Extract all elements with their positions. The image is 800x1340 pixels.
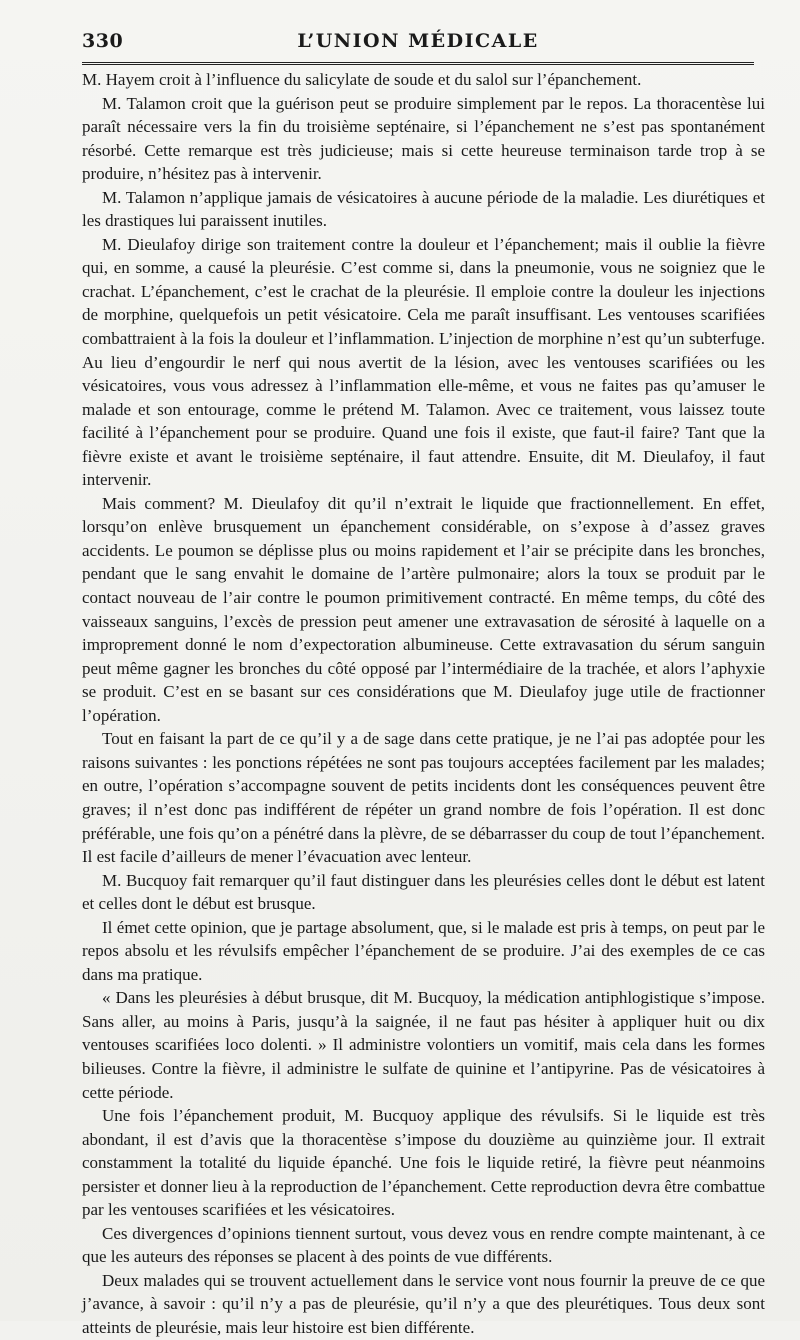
paragraph-talamon-1: M. Talamon croit que la guérison peut se produire simplement par le repos. La thoracentèse lui paraît nécessaire vers la fin du troisième septénaire, si l’épanchement ne s’est pas spontanément résorbé. Cette remarque est très judicieuse; mais si cette heureuse terminaison tarde trop à se produire, n’hésitez pas à intervenir. [82, 93, 765, 184]
page-number: 330 [82, 30, 124, 52]
paragraph-divergences: Ces divergences d’opinions tiennent surtout, vous devez vous en rendre compte maintenant, à ce que les auteurs des réponses se placent à des points de vue différents. [82, 1223, 765, 1267]
running-title: L’UNION MÉDICALE [297, 30, 539, 52]
header-rule [82, 62, 754, 65]
paragraph-epanchement-produit: Une fois l’épanchement produit, M. Bucquoy applique des révulsifs. Si le liquide est très abondant, il est d’avis que la thoracentèse s’impose du douzième au quinzième jour. Il extrait constamment la totalité du liquide épanché. Une fois le liquide retiré, la fièvre peut néanmoins persister et donner lieu à la reproduction de l’épanchement. Cette reproduction devra être combattue par les ventouses scarifiées et les vésicatoires. [82, 1106, 765, 1220]
paragraph-tout-en-faisant: Tout en faisant la part de ce qu’il y a de sage dans cette pratique, je ne l’ai pas adoptée pour les raisons suivantes : les ponctions répétées ne sont pas toujours acceptées facilement par les malades; en outre, l’opération s’accompagne souvent de petits incidents dont les conséquences peuvent être graves; il n’est donc pas indifférent de répéter un grand nombre de fois l’opération. Il est donc préférable, une fois qu’on a pénétré dans la plèvre, de se débarrasser du coup de tout l’épanchement. Il est facile d’ailleurs de mener l’évacuation avec lenteur. [82, 729, 766, 867]
paragraph-bucquoy-2: Il émet cette opinion, que je partage absolument, que, si le malade est pris à temps, on peut par le repos absolu et les révulsifs empêcher l’épanchement de se produire. J’ai des exemples de ce cas dans ma pratique. [82, 917, 765, 984]
page-header [82, 30, 754, 62]
paragraph-talamon-2: M. Talamon n’applique jamais de vésicatoires à aucune période de la maladie. Les diurétiques et les drastiques lui paraissent inutiles. [82, 187, 765, 231]
body-text [82, 68, 765, 1340]
paragraph-bucquoy-1: M. Bucquoy fait remarquer qu’il faut distinguer dans les pleurésies celles dont le début est latent et celles dont le début est brusque. [82, 870, 765, 914]
paragraph-mais-comment: Mais comment? M. Dieulafoy dit qu’il n’extrait le liquide que fractionnellement. En effet, lorsqu’on enlève brusquement un épanchement considérable, on s’expose à d’assez graves accidents. Le poumon se déplisse plus ou moins rapidement et l’air se précipite dans les bronches, pendant que le sang envahit le domaine de l’artère pulmonaire; alors la toux se produit par le contact nouveau de l’air contre le poumon primitivement contracté. En même temps, du côté des vaisseaux sanguins, l’excès de pression peut amener une extravasation de sérosité à laquelle on a improprement donné le nom d’expectoration albumineuse. Cette extravasation du sérum sanguin peut même gagner les bronches du côté opposé par l’intermédiaire de la trachée, et alors l’aphyxie se produit. C’est en se basant sur ces considérations que M. Dieulafoy juge utile de fractionner l’opération. [82, 493, 765, 725]
paragraph-hayem: M. Hayem croit à l’influence du salicylate de soude et du salol sur l’épanchement. [82, 70, 642, 89]
paragraph-dieulafoy: M. Dieulafoy dirige son traitement contre la douleur et l’épanchement; mais il oublie la fièvre qui, en somme, a causé la pleurésie. C’est comme si, dans la pneumonie, vous ne soigniez que le crachat. L’épanchement, c’est le crachat de la pleurésie. Il emploie contre la douleur les injections de morphine, quelquefois un petit vésicatoire. Cela me paraît insuffisant. Les ventouses scarifiées combattraient à la fois la douleur et l’inflammation. L’injection de morphine n’est qu’un subterfuge. Au lieu d’engourdir le nerf qui nous avertit de la lésion, avec les ventouses scarifiées ou les vésicatoires, vous vous adressez à l’inflammation elle-même, et vous ne faites pas qu’amuser le malade et son entourage, comme le prétend M. Talamon. Avec ce traitement, vous laissez toute facilité à l’épanchement pour se produire. Quand une fois il existe, que faut-il faire? Tant que la fièvre existe et avant le troisième septénaire, il faut attendre. Ensuite, dit M. Dieulafoy, il faut intervenir. [82, 234, 765, 490]
paragraph-deux-malades: Deux malades qui se trouvent actuellement dans le service vont nous fournir la preuve de ce que j’avance, à savoir : qu’il n’y a pas de pleurésie, qu’il n’y a que des pleurétiques. Tous deux sont atteints de pleurésie, mais leur histoire est bien différente. [82, 1270, 765, 1337]
paragraph-bucquoy-quote: « Dans les pleurésies à début brusque, dit M. Bucquoy, la médication antiphlogistique s’impose. Sans aller, au moins à Paris, jusqu’à la saignée, il ne faut pas hésiter à appliquer huit ou dix ventouses scarifiées loco dolenti. » Il administre volontiers un vomitif, mais cela dans les formes bilieuses. Contre la fièvre, il administre le sulfate de quinine et l’antipyrine. Pas de vésicatoires à cette période. [82, 988, 765, 1102]
